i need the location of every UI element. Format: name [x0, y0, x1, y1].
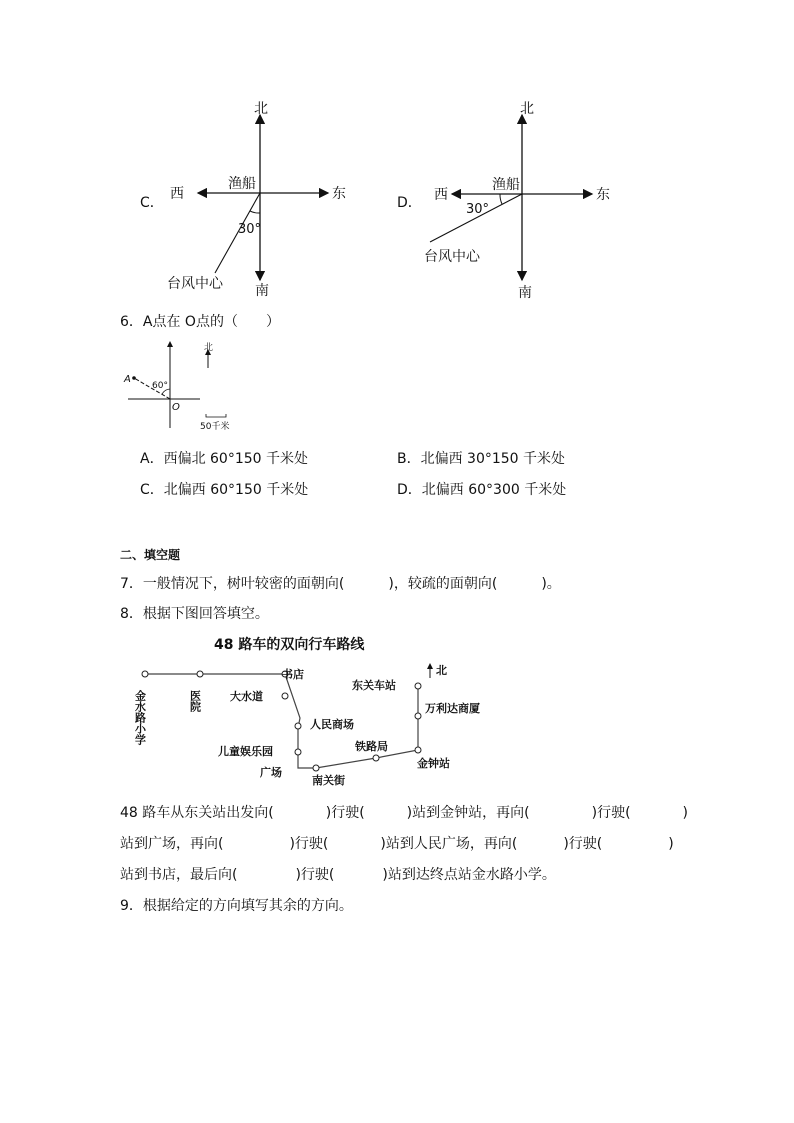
south-label: 南 — [518, 285, 532, 301]
label-jinzhong: 金钟站 — [417, 757, 450, 770]
east-label: 东 — [332, 186, 346, 202]
stop-playground — [295, 749, 301, 755]
option-c-letter: C． — [140, 195, 164, 211]
scale-bar — [206, 414, 226, 417]
q6-option-c[interactable]: C．北偏西 60°150 千米处 — [140, 482, 309, 498]
angle-label: 30° — [238, 222, 262, 237]
south-label: 南 — [255, 283, 269, 299]
label-dashuidao: 大水道 — [230, 690, 263, 703]
q8-l3-text-3: )站到达终点站金水路小学。 — [382, 867, 556, 883]
q7-part1: 7．一般情况下，树叶较密的面朝向( — [120, 576, 345, 592]
q8-l3-text-1: 站到书店，最后向( — [120, 867, 238, 883]
q8-stem: 8．根据下图回答填空。 — [120, 606, 269, 622]
a-label: A — [124, 374, 131, 385]
section-heading: 二、填空题 — [120, 548, 181, 562]
diagram-d — [420, 95, 620, 305]
route-map — [130, 628, 480, 790]
diagram-c — [160, 95, 360, 305]
q8-l1-text-5: ) — [682, 805, 689, 821]
west-label: 西 — [170, 186, 184, 202]
angle-label: 30° — [466, 202, 490, 217]
north-label: 北 — [520, 101, 534, 117]
label-wanlida-box — [425, 702, 480, 734]
stop-jinshui — [142, 671, 148, 677]
q8-l2-text-3: )站到人民广场，再向( — [380, 836, 518, 852]
q8-l1-text-4: )行驶( — [591, 805, 631, 821]
label-people-mall: 人民商场 — [310, 718, 354, 731]
q8-l3-text-2: )行驶( — [295, 867, 335, 883]
label-wanlida: 万利达商厦 — [425, 702, 480, 715]
label-dongguan: 东关车站 — [352, 679, 396, 692]
stop-wanlida — [415, 713, 421, 719]
label-railway: 铁路局 — [355, 740, 388, 753]
stop-dongguan — [415, 683, 421, 689]
q8-line-3 — [120, 864, 556, 884]
point-a — [132, 376, 136, 380]
label-hospital: 医院 — [188, 690, 202, 712]
q8-line-1 — [120, 802, 688, 822]
label-square: 广场 — [260, 766, 282, 779]
q8-l1-text-2: )行驶( — [325, 805, 365, 821]
typhoon-label: 台风中心 — [167, 276, 223, 292]
north-label: 北 — [254, 101, 268, 117]
north-label: 北 — [204, 343, 214, 353]
map-north-label: 北 — [436, 664, 447, 677]
map-title: 48 路车的双向行车路线 — [214, 637, 365, 653]
label-bookstore: 书店 — [282, 668, 304, 681]
q6-option-a[interactable]: A．西偏北 60°150 千米处 — [140, 451, 309, 467]
stop-dashuidao — [282, 693, 288, 699]
label-nanguan: 南关街 — [312, 774, 345, 787]
east-label: 东 — [596, 187, 610, 203]
option-d-letter: D． — [397, 195, 422, 211]
q8-l1-text-3: )站到金钟站，再向( — [406, 805, 530, 821]
q7-part2: )，较疏的面朝向( — [388, 576, 498, 592]
angle-label: 60° — [152, 381, 168, 391]
q7-text — [120, 573, 561, 593]
q8-l2-text-1: 站到广场，再向( — [120, 836, 224, 852]
stop-railway — [373, 755, 379, 761]
q6-option-d[interactable]: D．北偏西 60°300 千米处 — [397, 482, 567, 498]
ship-label: 渔船 — [228, 176, 256, 192]
q6-figure — [120, 338, 240, 433]
q8-line-2 — [120, 833, 674, 853]
stop-nanguan — [313, 765, 319, 771]
ship-label: 渔船 — [492, 177, 520, 193]
q8-l2-text-4: )行驶( — [563, 836, 603, 852]
q7-part3: )。 — [541, 576, 561, 592]
stop-people-mall — [295, 723, 301, 729]
stop-jinzhong — [415, 747, 421, 753]
typhoon-label: 台风中心 — [424, 249, 480, 265]
scale-label: 50千米 — [200, 422, 230, 432]
label-jinshui: 金水路小学 — [133, 690, 147, 745]
q8-l1-text-1: 48 路车从东关站出发向( — [120, 805, 274, 821]
q8-l2-text-5: ) — [668, 836, 674, 852]
angle-arc — [500, 194, 502, 204]
west-label: 西 — [434, 187, 448, 203]
q8-l2-text-2: )行驶( — [289, 836, 329, 852]
label-playground: 儿童娱乐园 — [218, 745, 273, 758]
o-label: O — [172, 402, 180, 413]
stop-hospital — [197, 671, 203, 677]
q6-option-b[interactable]: B．北偏西 30°150 千米处 — [397, 451, 566, 467]
q6-stem: 6．A点在 O点的（ ） — [120, 314, 280, 330]
angle-arc — [250, 211, 260, 213]
q9-stem: 9．根据给定的方向填写其余的方向。 — [120, 898, 353, 914]
